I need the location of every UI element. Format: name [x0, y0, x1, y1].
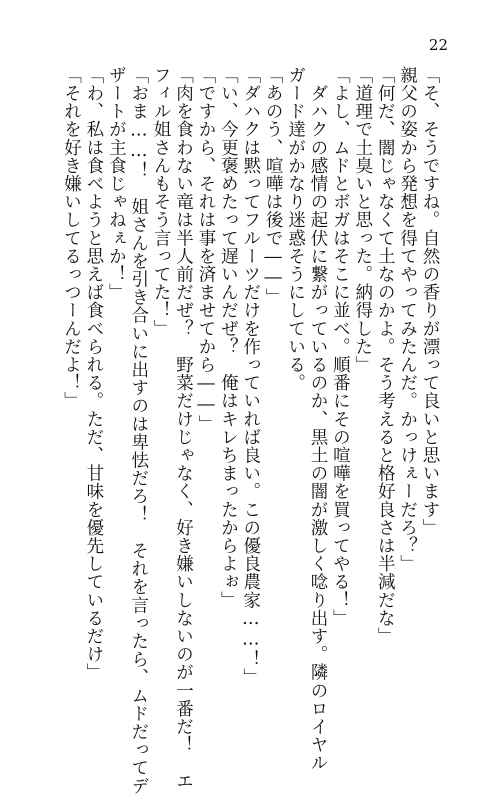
text-line: 親父の姿から発想を得てやってみたんだ。かっけぇーだろ？」: [397, 66, 418, 573]
text-line: 「おま……！ 姐さんを引き合いに出すのは卑怯だろ！ それを言ったら、ムドだってデ: [128, 66, 149, 795]
text-line: 「あのう、喧嘩は後で――」: [263, 66, 284, 307]
text-line: 「肉を食わない竜は半人前だぜ？ 野菜だけじゃなく、好き嫌いしないのが一番だ！ エ: [173, 66, 194, 790]
page-number: 22: [428, 36, 448, 54]
text-line: 「そ、そうですね。自然の香りが漂って良いと思います」: [420, 66, 440, 537]
text-line: フィル姐さんもそう言ってた！」: [151, 66, 172, 338]
text-line: 「わ、私は食べようと思えば食べられる。ただ、甘味を優先しているだけ」: [83, 66, 104, 682]
text-line: 「よし、ムドとボガはそこに並べ。順番にその喧嘩を買ってやる！」: [330, 66, 351, 628]
text-line: 「ダハクは黙ってフルーツだけを作っていれば良い。この優良農家……！」: [240, 66, 261, 687]
text-line: 「道理で土臭いと思った。納得した」: [352, 66, 373, 374]
text-line: 「い、今更褒めたって遅いんだぜ？ 俺はキレちまったからよぉ」: [218, 66, 239, 609]
text-line: ザートが主食じゃねぇか！」: [106, 66, 127, 302]
vertical-text-body: [61, 66, 440, 795]
text-line: 「何だ、闇じゃなくて土なのかよ。そう考えると格好良さは半減だな」: [375, 66, 396, 646]
text-line: ダハクの感情の起伏に繋がっているのか、黒土の闇が激しく唸り出す。隣のロイヤル: [307, 66, 328, 772]
text-line: ガード達がかなり迷惑そうにしている。: [285, 66, 306, 392]
text-line: 「ですから、それは事を済ませてから――」: [195, 66, 216, 433]
text-line: 「それを好き嫌いしてるっつーんだよ！」: [61, 66, 82, 410]
